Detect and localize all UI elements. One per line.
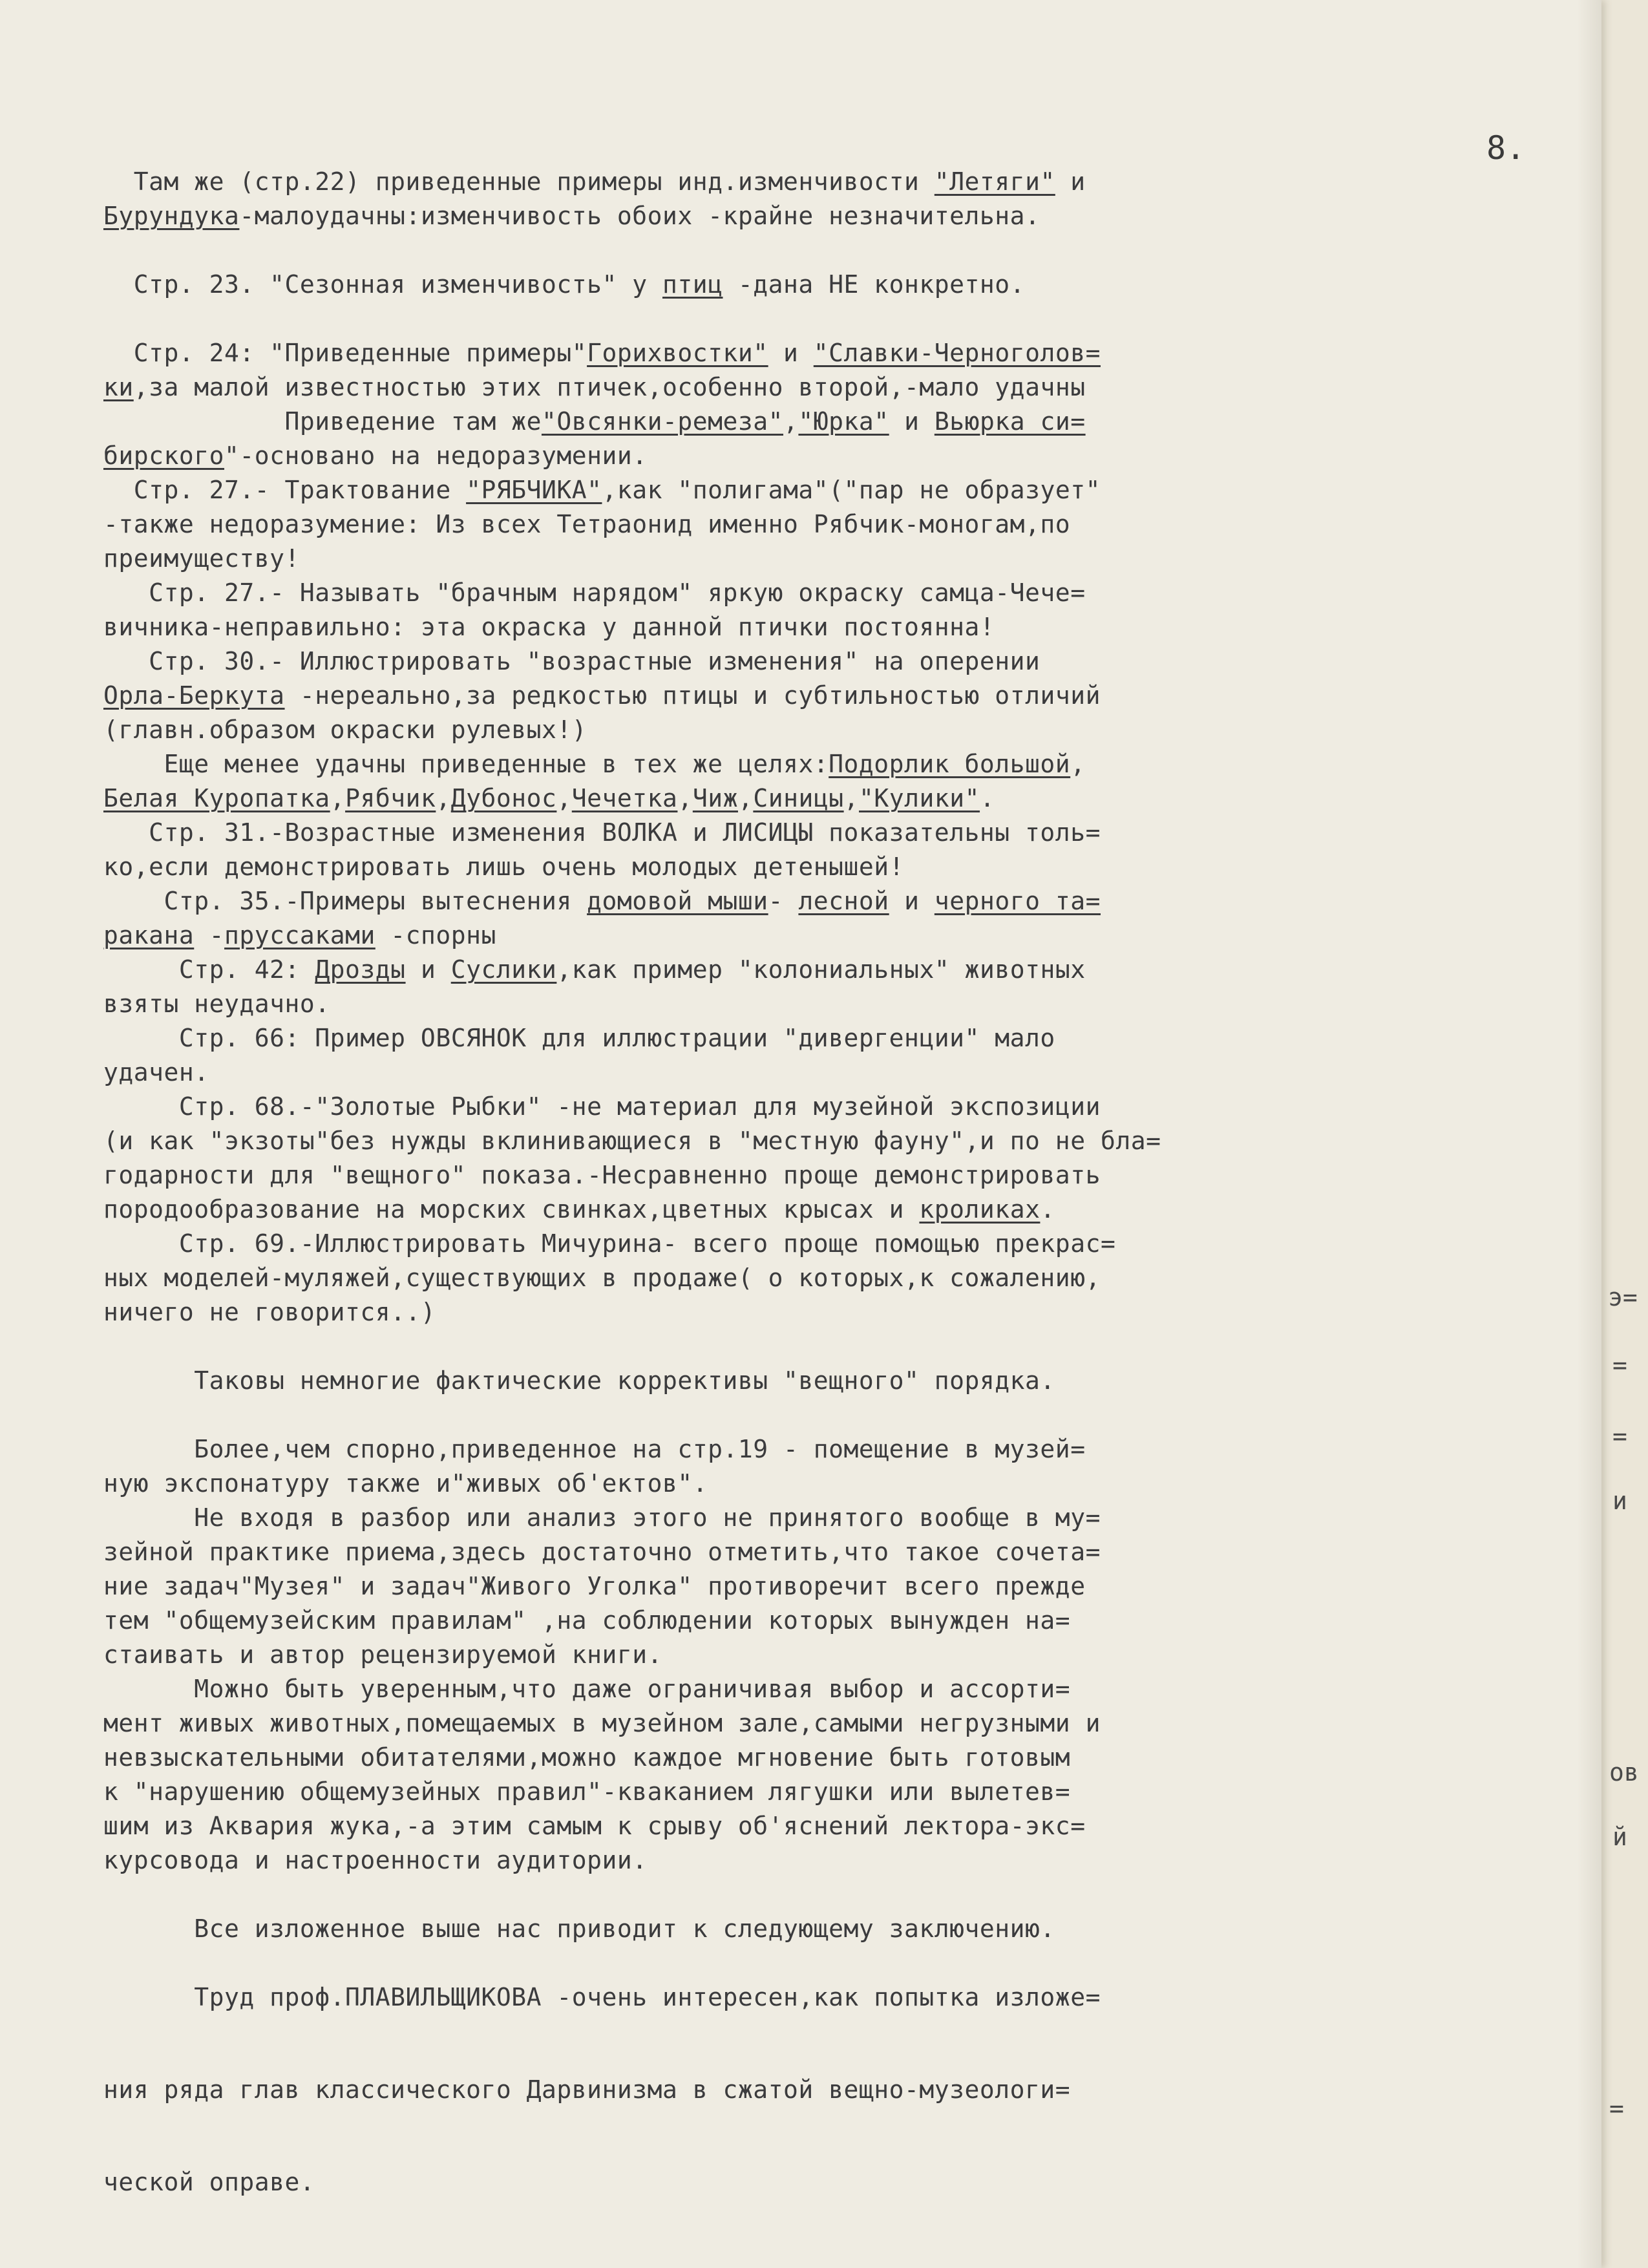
text-segment: ничего не говорится..) <box>103 1298 436 1326</box>
text-segment: , <box>436 784 451 812</box>
text-segment: ния ряда глав классического Дарвинизма в сжатой вещно-музеологи= <box>103 2075 1071 2104</box>
text-segment: , <box>783 407 799 436</box>
text-segment: Стр. 35.-Примеры вытеснения <box>103 887 587 915</box>
text-segment: и <box>1055 167 1086 196</box>
text-segment: ,за малой известностью этих птичек,особенно второй,-мало удачны <box>133 373 1086 401</box>
text-segment: тем "общемузейским правилам" ,на соблюдении которых вынужден на= <box>103 1606 1071 1635</box>
text-line <box>103 1672 1570 1706</box>
text-line <box>103 542 1570 576</box>
text-segment: породообразование на морских свинках,цветных крысах и <box>103 1195 920 1224</box>
page-number: 8. <box>1486 129 1526 167</box>
text-segment: невзыскательными обитателями,можно каждое мгновение быть готовым <box>103 1743 1071 1772</box>
underlined-text: "Летяги" <box>934 167 1055 196</box>
text-segment: шим из Аквария жука,-а этим самым к срыву об'яснений лектора-экс= <box>103 1812 1086 1840</box>
text-line <box>103 1775 1570 1809</box>
text-line <box>103 1055 1570 1090</box>
text-segment: Труд проф.ПЛАВИЛЬЩИКОВА -очень интересен,как попытка изложе= <box>103 1983 1101 2011</box>
text-line <box>103 1432 1570 1467</box>
text-segment: Стр. 27.- Называть "брачным нарядом" яркую окраску самца-Чече= <box>103 578 1086 607</box>
text-segment: Стр. 42: <box>103 955 315 984</box>
underlined-text: Дрозды <box>315 955 406 984</box>
text-segment: -дана НЕ конкретно. <box>723 270 1026 299</box>
margin-mark: = <box>1609 2094 1624 2123</box>
text-segment: . <box>1040 1195 1055 1224</box>
margin-mark: й <box>1612 1823 1627 1851</box>
text-segment: зейной практике приема,здесь достаточно отметить,что такое сочета= <box>103 1538 1101 1566</box>
margin-mark: = <box>1612 1351 1627 1379</box>
underlined-text: ки <box>103 373 134 401</box>
text-segment: , <box>843 784 860 812</box>
text-segment: , <box>737 784 754 812</box>
text-segment: , <box>556 784 572 812</box>
text-segment: -нереально,за редкостью птицы и субтильностью отличий <box>284 681 1101 710</box>
text-line <box>103 2073 1570 2107</box>
text-line <box>103 473 1570 507</box>
text-line <box>103 2165 1570 2199</box>
underlined-text: Чиж <box>692 784 738 812</box>
text-line <box>103 576 1570 610</box>
text-segment: ческой оправе. <box>103 2168 315 2196</box>
text-line <box>103 1912 1570 1946</box>
text-segment: . <box>980 784 995 812</box>
text-segment: Таковы немногие фактические коррективы "вещного" порядка. <box>103 1366 1055 1395</box>
text-line <box>103 781 1570 816</box>
text-segment: Стр. 24: "Приведенные примеры" <box>103 339 587 367</box>
text-segment: - <box>768 887 799 915</box>
text-line <box>103 1295 1570 1330</box>
text-line <box>103 747 1570 781</box>
text-segment: -малоудачны:изменчивость обоих -крайне незначительна. <box>239 202 1041 230</box>
text-segment: Еще менее удачны приведенные в тех же целях: <box>103 750 829 778</box>
underlined-text: Подорлик большой <box>829 750 1071 778</box>
text-line <box>103 268 1570 302</box>
underlined-text: "Кулики" <box>859 784 980 812</box>
text-line <box>103 679 1570 713</box>
text-segment: , <box>677 784 693 812</box>
underlined-text: Дубонос <box>450 784 557 812</box>
underlined-text: Белая Куропатка <box>103 784 330 812</box>
text-segment: Не входя в разбор или анализ этого не принятого вообще в му= <box>103 1503 1101 1532</box>
text-segment: - <box>194 921 225 949</box>
underlined-text: домовой мыши <box>587 887 768 915</box>
text-segment: Стр. 31.-Возрастные изменения ВОЛКА и ЛИСИЦЫ показательны толь= <box>103 818 1101 847</box>
blank-line <box>103 1946 1570 1980</box>
text-segment: Там же (стр.22) приведенные примеры инд.изменчивости <box>103 167 935 196</box>
text-line <box>103 918 1570 953</box>
text-line <box>103 405 1570 439</box>
text-line <box>103 987 1570 1021</box>
text-segment: (главн.образом окраски рулевых!) <box>103 715 587 744</box>
text-segment: и <box>889 887 935 915</box>
text-segment: , <box>330 784 346 812</box>
text-line <box>103 199 1570 233</box>
underlined-text: бирского <box>103 441 225 470</box>
underlined-text: Вьюрка си= <box>934 407 1086 436</box>
blank-line <box>103 2107 1570 2165</box>
underlined-text: Рябчик <box>345 784 436 812</box>
text-line <box>103 816 1570 850</box>
text-segment: ,как "полигама"("пар не образует" <box>602 476 1101 504</box>
underlined-text: "Юрка" <box>798 407 889 436</box>
text-line <box>103 610 1570 644</box>
text-line <box>103 953 1570 987</box>
text-segment: Стр. 69.-Иллюстрировать Мичурина- всего проще помощью прекрас= <box>103 1229 1116 1258</box>
text-segment: Стр. 27.- Трактование <box>103 476 467 504</box>
text-segment: , <box>1070 750 1086 778</box>
text-segment: вичника-неправильно: эта окраска у данной птички постоянна! <box>103 613 995 641</box>
margin-mark: ов <box>1609 1758 1639 1786</box>
text-segment: ,как пример "колониальных" животных <box>556 955 1086 984</box>
text-line <box>103 1980 1570 2015</box>
underlined-text: пруссаками <box>224 921 375 949</box>
text-segment: Приведение там же <box>103 407 542 436</box>
text-segment: -спорны <box>375 921 496 949</box>
text-line <box>103 1261 1570 1295</box>
text-segment: Стр. 30.- Иллюстрировать "возрастные изменения" на оперении <box>103 647 1041 675</box>
text-line <box>103 1706 1570 1741</box>
text-segment: Стр. 68.-"Золотые Рыбки" -не материал для музейной экспозиции <box>103 1092 1101 1121</box>
text-line <box>103 1227 1570 1261</box>
blank-line <box>103 1398 1570 1432</box>
blank-line <box>103 2015 1570 2073</box>
text-segment: Более,чем спорно,приведенное на стр.19 - помещение в музей= <box>103 1435 1086 1463</box>
text-segment: к "нарушению общемузейных правил"-кваканием лягушки или вылетев= <box>103 1777 1071 1806</box>
text-segment: стаивать и автор рецензируемой книги. <box>103 1640 662 1669</box>
text-line <box>103 1364 1570 1398</box>
underlined-text: "РЯБЧИКА" <box>466 476 602 504</box>
text-segment: ко,если демонстрировать лишь очень молодых детенышей! <box>103 853 905 881</box>
underlined-text: Горихвостки" <box>587 339 768 367</box>
text-line <box>103 1843 1570 1878</box>
text-segment: ных моделей-муляжей,существующих в продаже( о которых,к сожалению, <box>103 1264 1101 1292</box>
page-edge-shadow <box>1577 0 1601 2268</box>
blank-line <box>103 1878 1570 1912</box>
text-line <box>103 1192 1570 1227</box>
text-segment: взяты неудачно. <box>103 990 330 1018</box>
text-line <box>103 850 1570 884</box>
text-line <box>103 165 1570 199</box>
underlined-text: Синицы <box>753 784 844 812</box>
underlined-text: Чечетка <box>571 784 678 812</box>
blank-line <box>103 1330 1570 1364</box>
text-segment: Стр. 23. "Сезонная изменчивость" у <box>103 270 662 299</box>
text-line <box>103 507 1570 542</box>
text-line <box>103 1638 1570 1672</box>
text-segment: годарности для "вещного" показа.-Несравненно проще демонстрировать <box>103 1161 1101 1189</box>
text-line <box>103 1021 1570 1055</box>
text-line <box>103 1158 1570 1192</box>
text-segment: Можно быть уверенным,что даже ограничивая выбор и ассорти= <box>103 1675 1071 1703</box>
text-segment: ную экспонатуру также и"живых об'ектов". <box>103 1469 708 1498</box>
text-segment: и <box>889 407 935 436</box>
text-line <box>103 336 1570 370</box>
text-segment: Все изложенное выше нас приводит к следующему заключению. <box>103 1914 1055 1943</box>
blank-line <box>103 302 1570 336</box>
text-line <box>103 713 1570 747</box>
underlined-text: Бурундука <box>103 202 240 230</box>
text-segment: ние задач"Музея" и задач"Живого Уголка" противоречит всего прежде <box>103 1572 1086 1600</box>
text-line <box>103 884 1570 918</box>
text-segment: мент живых животных,помещаемых в музейном зале,самыми негрузными и <box>103 1709 1101 1737</box>
text-segment: "-основано на недоразумении. <box>224 441 648 470</box>
typewritten-body <box>103 165 1570 2199</box>
text-line <box>103 1809 1570 1843</box>
underlined-text: "Славки-Черноголов= <box>813 339 1101 367</box>
blank-line <box>103 233 1570 268</box>
margin-mark: = <box>1612 1422 1627 1450</box>
text-segment: удачен. <box>103 1058 209 1086</box>
text-line <box>103 644 1570 679</box>
text-line <box>103 1124 1570 1158</box>
text-line <box>103 439 1570 473</box>
text-segment: преимуществу! <box>103 544 300 573</box>
margin-mark: э= <box>1608 1283 1638 1311</box>
text-segment: и <box>405 955 451 984</box>
text-line <box>103 1535 1570 1569</box>
text-line <box>103 1569 1570 1604</box>
text-line <box>103 1090 1570 1124</box>
text-line <box>103 1604 1570 1638</box>
underlined-text: "Овсянки-ремеза" <box>541 407 784 436</box>
text-segment: Стр. 66: Пример ОВСЯНОК для иллюстрации "дивергенции" мало <box>103 1024 1055 1052</box>
underlined-text: птиц <box>662 270 723 299</box>
text-line <box>103 1501 1570 1535</box>
underlined-text: черного та= <box>934 887 1101 915</box>
underlined-text: кроликах <box>919 1195 1041 1224</box>
underlying-page <box>1601 0 1648 2268</box>
underlined-text: Суслики <box>450 955 557 984</box>
underlined-text: ракана <box>103 921 195 949</box>
underlined-text: Орла-Беркута <box>103 681 285 710</box>
text-line <box>103 1741 1570 1775</box>
margin-mark: и <box>1612 1487 1627 1515</box>
text-segment: (и как "экзоты"без нужды вклинивающиеся в "местную фауну",и по не бла= <box>103 1127 1161 1155</box>
underlined-text: лесной <box>798 887 889 915</box>
text-segment: и <box>768 339 814 367</box>
text-line <box>103 370 1570 405</box>
text-segment: курсовода и настроенности аудитории. <box>103 1846 648 1874</box>
text-segment: -также недоразумение: Из всех Тетраонид именно Рябчик-моногам,по <box>103 510 1071 538</box>
text-line <box>103 1467 1570 1501</box>
